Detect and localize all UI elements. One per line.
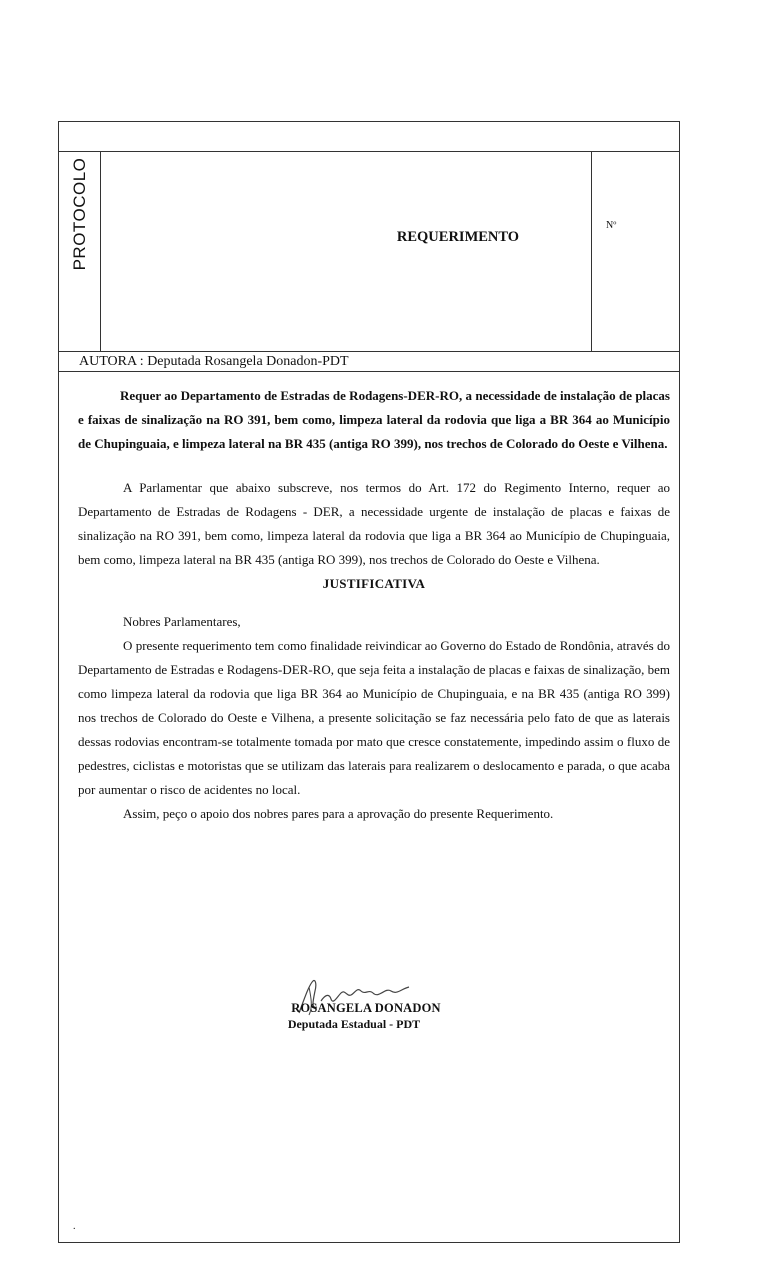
justificativa-title: JUSTIFICATIVA [322,576,426,591]
document-body [78,384,670,826]
signature-block [59,977,679,1057]
autora-row [59,352,679,372]
signatory-name: ROSANGELA DONADON [291,1001,441,1015]
ementa-paragraph: Requer ao Departamento de Estradas de Rodagens-DER-RO, a necessidade de instalação de placas e faixas de sinalização na RO 391, bem como, limpeza lateral da rodovia que liga a BR 364 ao Município de Chupinguaia, e limpeza lateral na BR 435 (antiga RO 399), nos trechos de Colorado do Oeste e Vilhena. [78,388,670,451]
autora-text: AUTORA : Deputada Rosangela Donadon-PDT [79,354,349,369]
justificativa-paragraph: O presente requerimento tem como finalidade reivindicar ao Governo do Estado de Rondônia, através do Departamento de Estradas e Rodagens-DER-RO, que seja feita a instalação de placas e faixas de sinalização, bem como limpeza lateral da rodovia que liga BR 364 ao Município de Chupinguaia, e na BR 435 (antiga RO 399) nos trechos de Colorado do Oeste e Vilhena, a presente solicitação se faz necessária pelo fato de que as laterais dessas rodovias encontram-se totalmente tomada por mato que cresce constatemente, impedindo assim o fluxo de pedestres, ciclistas e motoristas que se utilizam das laterais para realizarem o deslocamento e parada, o que acaba por aumentar o risco de acidentes no local. [78,638,670,797]
main-paragraph: A Parlamentar que abaixo subscreve, nos termos do Art. 172 do Regimento Interno, requer ao Departamento de Estradas de Rodagens - DER, a necessidade urgente de instalação de placas e faixas de sinalização na RO 391, bem como, limpeza lateral da rodovia que liga a BR 364 ao Município de Chupinguaia, bem como, limpeza lateral na BR 435 (antiga RO 399), nos trechos de Colorado do Oeste e Vilhena. [78,480,670,567]
top-blank-row [59,122,679,152]
salutation: Nobres Parlamentares, [123,614,241,629]
signatory-role: Deputada Estadual - PDT [287,1017,421,1031]
document-frame [58,121,680,1243]
numero-label: Nº [606,220,617,231]
numero-column [591,152,681,351]
closing-paragraph: Assim, peço o apoio dos nobres pares para a aprovação do presente Requerimento. [123,806,554,821]
requerimento-title: REQUERIMENTO [396,229,520,245]
title-column [101,152,591,351]
header-grid [59,152,679,352]
footer-mark: . [73,1221,76,1232]
protocolo-label: PROTOCOLO [70,157,89,271]
protocolo-column [59,152,101,351]
